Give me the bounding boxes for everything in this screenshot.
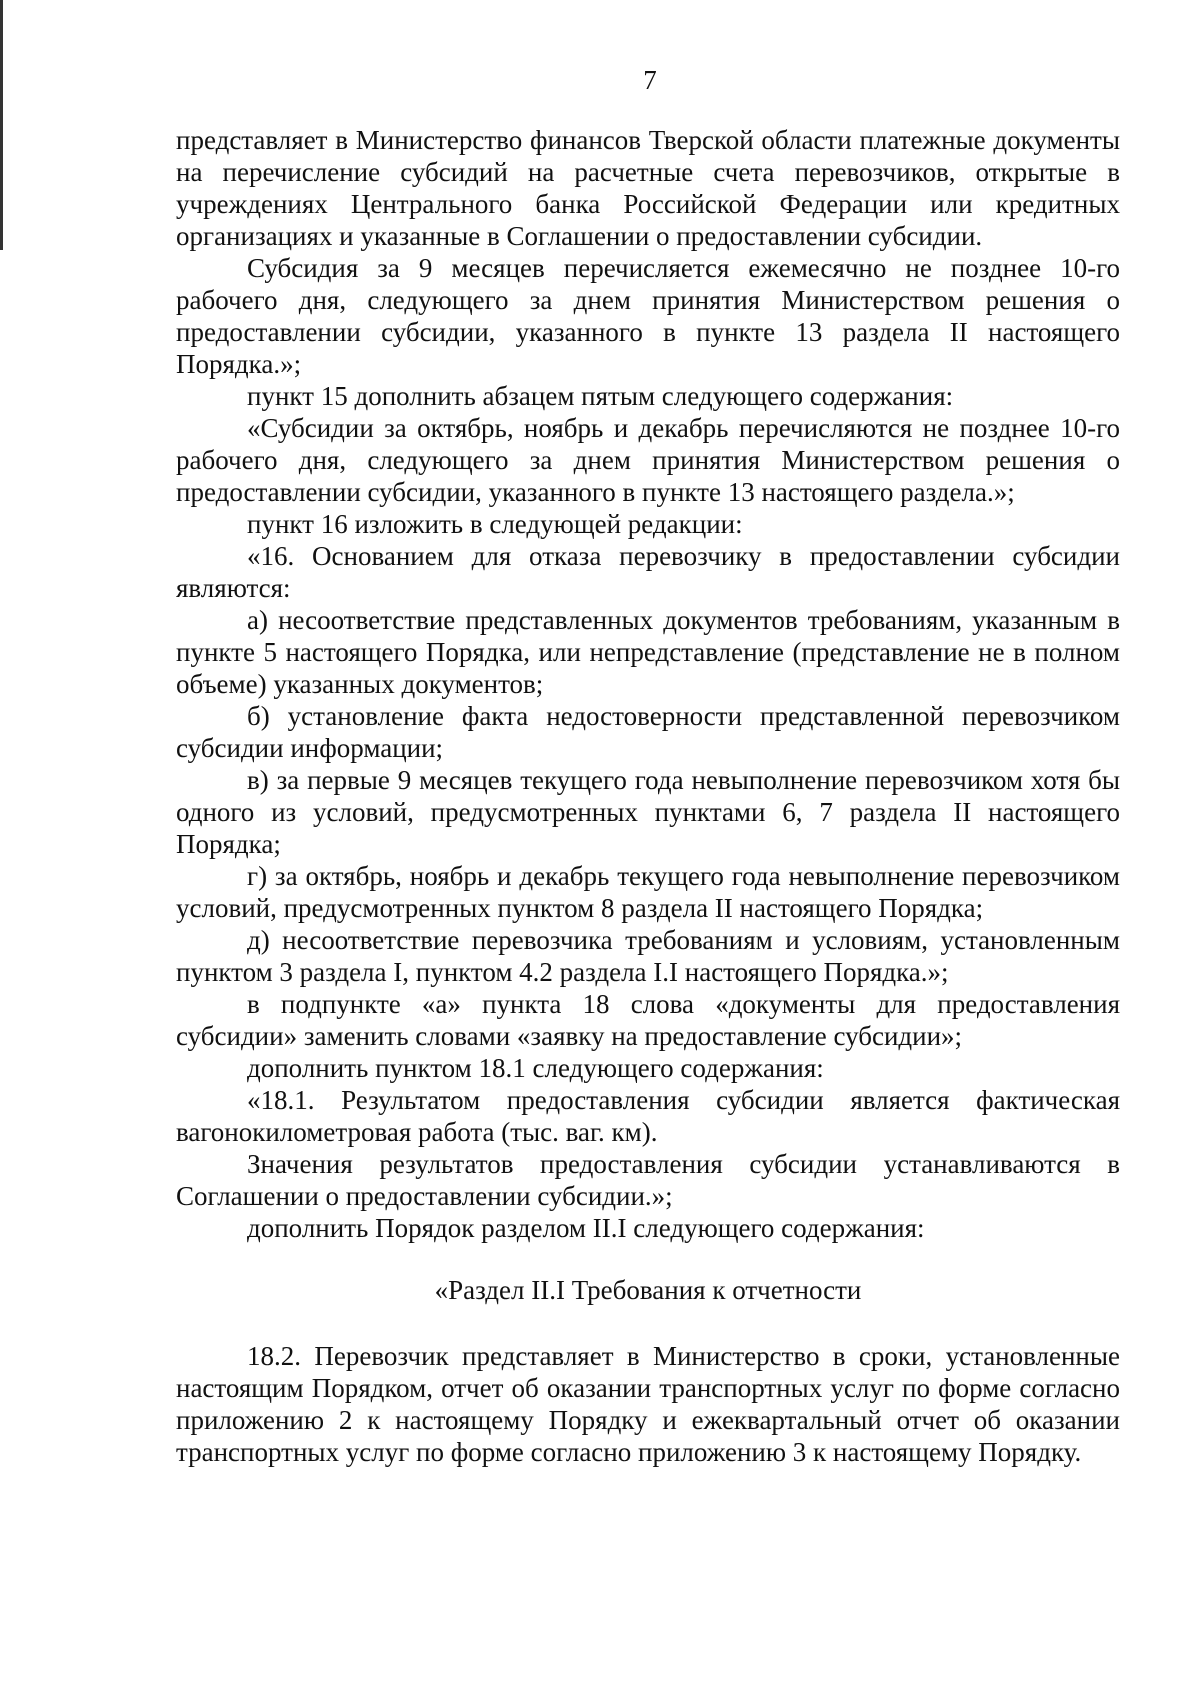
paragraph: дополнить Порядок разделом II.I следующего содержания:	[247, 1213, 925, 1243]
paragraph: а) несоответствие представленных документов требованиям, указанным в пункте 5 настоящего Порядка, или непредставление (представление не в полном объеме) указанных документов;	[176, 605, 1120, 699]
scan-edge	[0, 0, 3, 250]
section-heading: «Раздел II.I Требования к отчетности	[434, 1275, 862, 1305]
paragraph: «16. Основанием для отказа перевозчику в предоставлении субсидии являются:	[176, 541, 1120, 603]
paragraph: Субсидия за 9 месяцев перечисляется ежемесячно не позднее 10-го рабочего дня, следующего за днем принятия Министерством решения о предоставлении субсидии, указанного в пункте 13 раздела II настоящего Порядка.»;	[176, 253, 1120, 379]
paragraph: представляет в Министерство финансов Тверской области платежные документы на перечисление субсидий на расчетные счета перевозчиков, открытые в учреждениях Центрального банка Российской Федерации или кредитных организациях и указанные в Соглашении о предоставлении субсидии.	[176, 125, 1120, 251]
paragraph: в подпункте «а» пункта 18 слова «документы для предоставления субсидии» заменить словами «заявку на предоставление субсидии»;	[176, 989, 1120, 1051]
paragraph: пункт 15 дополнить абзацем пятым следующего содержания:	[247, 381, 954, 411]
paragraph: 18.2. Перевозчик представляет в Министерство в сроки, установленные настоящим Порядком, отчет об оказании транспортных услуг по форме согласно приложению 2 к настоящему Порядку и ежеквартальный отчет об оказании транспортных услуг по форме согласно приложению 3 к настоящему Порядку.	[176, 1341, 1120, 1467]
paragraph: д) несоответствие перевозчика требованиям и условиям, установленным пунктом 3 раздела I, пунктом 4.2 раздела I.I настоящего Порядка.»;	[176, 925, 1120, 987]
document-body	[176, 124, 1120, 1468]
paragraph: «18.1. Результатом предоставления субсидии является фактическая вагонокилометровая работа (тыс. ваг. км).	[176, 1085, 1120, 1147]
paragraph: в) за первые 9 месяцев текущего года невыполнение перевозчиком хотя бы одного из условий, предусмотренных пунктами 6, 7 раздела II настоящего Порядка;	[176, 765, 1120, 859]
paragraph: «Субсидии за октябрь, ноябрь и декабрь перечисляются не позднее 10-го рабочего дня, следующего за днем принятия Министерством решения о предоставлении субсидии, указанного в пункте 13 настоящего раздела.»;	[176, 413, 1120, 507]
paragraph: г) за октябрь, ноябрь и декабрь текущего года невыполнение перевозчиком условий, предусмотренных пунктом 8 раздела II настоящего Порядка;	[176, 861, 1120, 923]
page-number: 7	[643, 65, 657, 95]
paragraph: дополнить пунктом 18.1 следующего содержания:	[247, 1053, 824, 1083]
paragraph: б) установление факта недостоверности представленной перевозчиком субсидии информации;	[176, 701, 1120, 763]
paragraph: пункт 16 изложить в следующей редакции:	[247, 509, 743, 539]
paragraph: Значения результатов предоставления субсидии устанавливаются в Соглашении о предоставлении субсидии.»;	[176, 1149, 1120, 1211]
